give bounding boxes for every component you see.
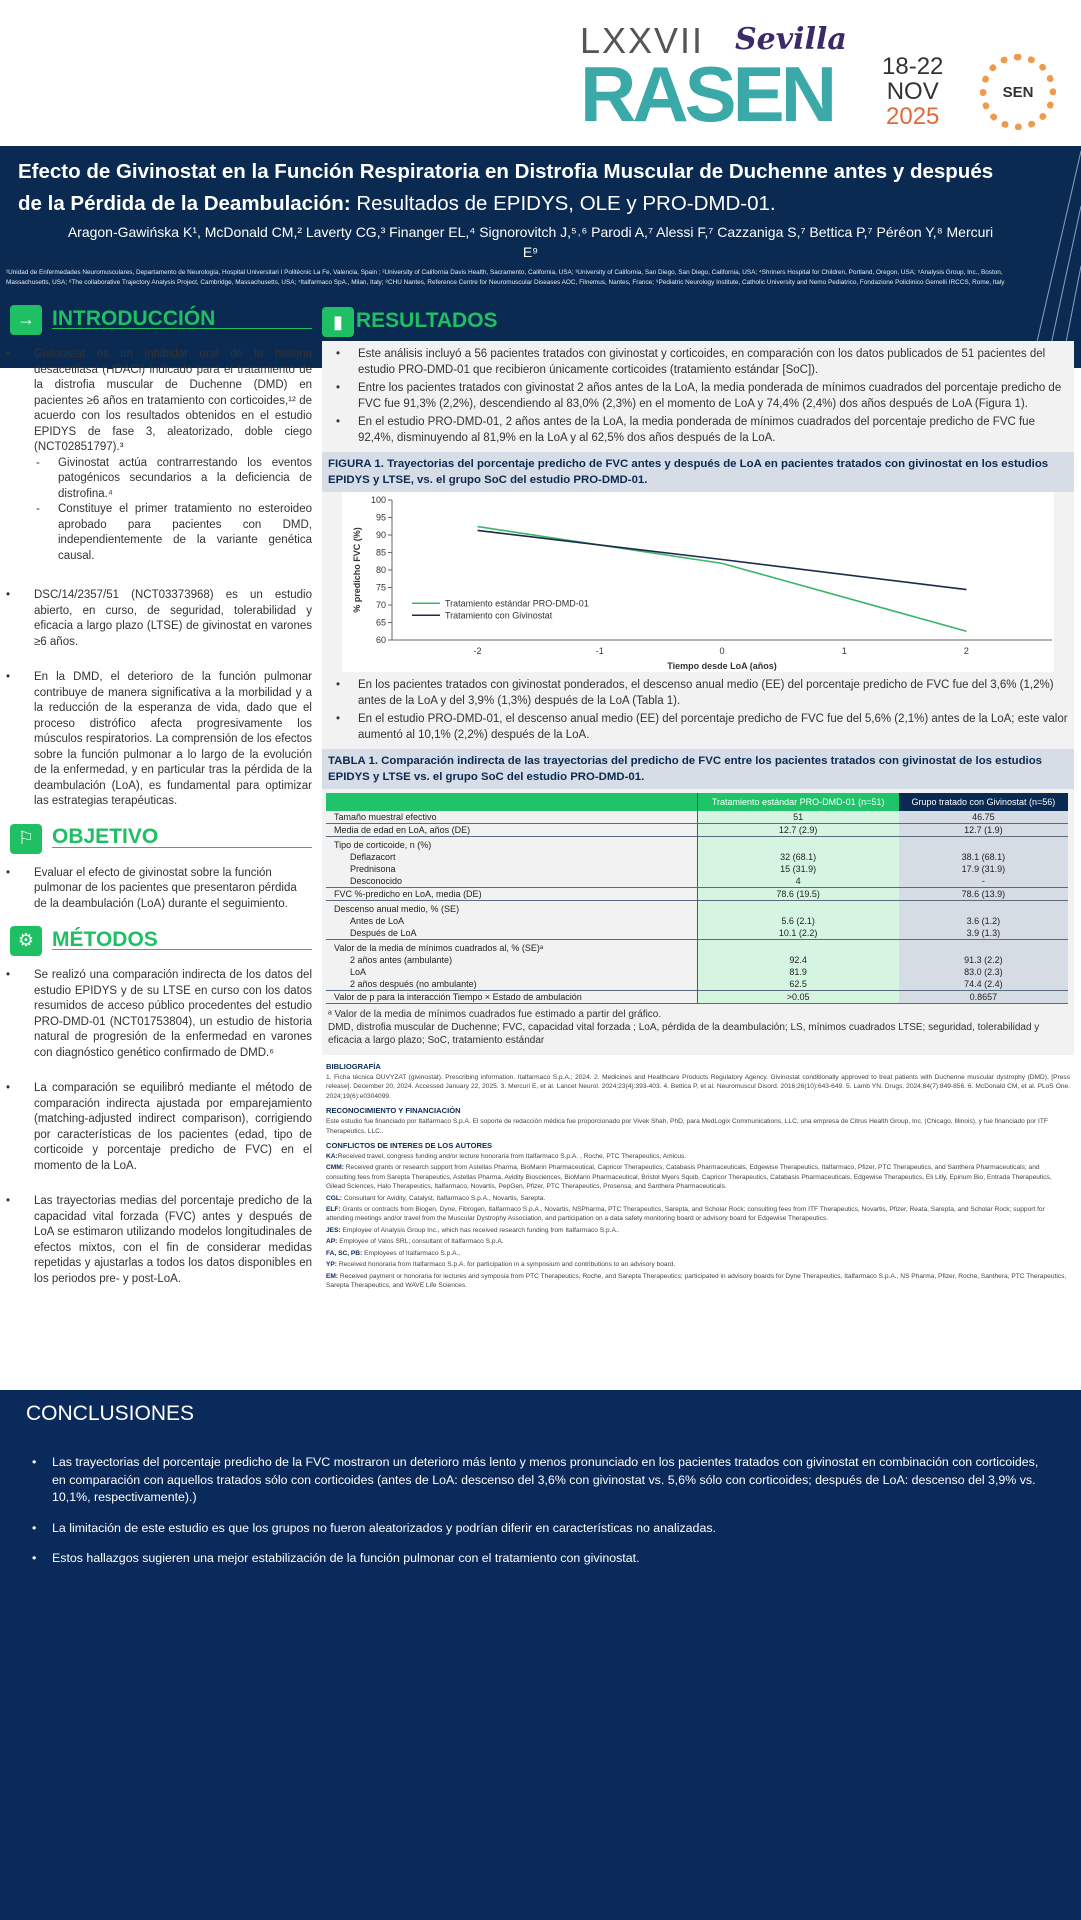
table-cell xyxy=(899,837,1068,852)
table-row xyxy=(326,966,1068,978)
x-tick-label: -2 xyxy=(473,646,482,656)
table-row xyxy=(326,863,1068,875)
x-axis-label: Tiempo desde LoA (años) xyxy=(667,661,777,671)
conflict-item: EM: Received payment or honoraria for lectures and symposia from PTC Therapeutics, Roche, and Sarepta Therapeutics; participated in advisory boards for Dyne Therapeutics, Italfarmaco S.p.A., NS Pharma, Pfizer, Roche, Santhera, PTC Therapeutics, Sarepta Therapeutics, and WAVE Life Sciences. xyxy=(326,1272,1067,1289)
x-tick-label: 2 xyxy=(963,646,969,656)
table-cell: - xyxy=(899,875,1068,888)
table-cell: Valor de p para la interacción Tiempo × Estado de ambulación xyxy=(326,991,697,1004)
list-item: • En el estudio PRO-DMD-01, 2 años antes de la LoA, la media ponderada de mínimos cuadrados del porcentaje predicho de FVC fue 92,4%, disminuyendo al 81,9% en la LoA y al 62,5% dos años después de la LoA. xyxy=(322,415,1074,446)
right-column xyxy=(322,307,1074,1292)
section-heading: OBJETIVO xyxy=(52,829,312,848)
column-header: Grupo tratado con Givinostat (n=56) xyxy=(899,793,1068,811)
conflict-item: CMM: Received grants or research support from Astellas Pharma, BioMarin Pharmaceutical, Capricor Therapeutics, Catabasis Pharmaceuticals, Edgewise Therapeutics, Italfarmaco, Pfizer, PTC Therapeutics, and Santhera Pharmaceuticals; and consulting fees from Sarepta Therapeutics, Astellas Pharma, Avidity Biosciences, BioMarin Pharmaceutical, Bristol Myers Squib, Capricor Therapeutics, Catabasis Pharmaceuticals, Edgewise Therapeutics, Eli Lilly, Epirium Bio, Entrada Therapeutics, Gilead Sciences, Halo Therapeutics, Italfarmaco, Novartis, PepGen, Pfizer, PTC Therapeutics, Prosensa, and Santhera Pharmaceuticals. xyxy=(326,1164,1052,1191)
affiliations: ¹Unidad de Enfermedades Neuromusculares, Departamento de Neurología, Hospital Universitari I Politècnic La Fe, Valencia, Spain ; ²University of California Davis Health, Sacramento, California, USA; ³University of California, San Diego, San Diego, California, USA; ⁴Shriners Hospital for Children, Portland, Oregon, USA; ⁵Analysis Group, Inc., Boston, Massachusetts, USA; ⁶The collaborative Trajectory Analysis Project, Cambridge, Massachusetts, USA; ⁷Italfarmaco SpA., Milan, Italy; ⁸CHU Nantes, Reference Centre for Neuromuscular Diseases AOC, Filnemus, Nantes, France; ⁹Pediatric Neurology Institute, Catholic University and Nemo Pediatrico, Fondazione Policlinico Gemelli IRCCS, Rome, Italy xyxy=(6,269,1005,286)
section-heading: RESULTADOS xyxy=(356,309,498,332)
table-cell: 4 xyxy=(697,875,899,888)
y-tick-label: 80 xyxy=(375,565,386,575)
y-tick-label: 100 xyxy=(370,495,386,505)
y-tick-label: 70 xyxy=(375,600,386,610)
table-cell: Media de edad en LoA, años (DE) xyxy=(326,824,697,837)
list-item: • En la DMD, el deterioro de la función pulmonar contribuye de manera significativa a la morbilidad y a la reducción de la esperanza de vida, dado que el proceso distrófico afecta progresivamente los músculos respiratorios. La comprensión de los efectos sobre la función pulmonar a lo largo de la evolución de la enfermedad, y en particular tras la pérdida de la deambulación (LoA), es fundamental para optimizar las estrategias terapéuticas. xyxy=(0,670,312,810)
list-item: • La comparación se equilibró mediante el método de comparación indirecta ajustada por emparejamiento (matching-adjusted indirect comparison), corrigiendo por características de los pacientes (edad, tipo de corticoide y porcentaje predicho de FVC) en el momento de la LoA. xyxy=(0,1081,312,1174)
table-cell xyxy=(697,837,899,852)
table-cell: 83.0 (2.3) xyxy=(899,966,1068,978)
table-cell: 3.9 (1.3) xyxy=(899,927,1068,940)
table-cell: Descenso anual medio, % (SE) xyxy=(334,904,460,914)
table-row xyxy=(326,811,1068,824)
conflict-item: AP: Employee of Valos SRL; consultant of Italfarmaco S.p.A. xyxy=(326,1238,504,1246)
table-cell: Desconocido xyxy=(326,875,697,888)
table-cell: Deflazacort xyxy=(350,852,396,862)
conflict-item: YP: Received honoraria from Italfarmaco S.p.A. for participation in a symposium and contributions to an advisory board. xyxy=(326,1261,676,1269)
conflicts-list xyxy=(326,1152,1070,1290)
sen-logo: SEN xyxy=(980,54,1056,130)
table-row xyxy=(326,888,1068,901)
table-cell: >0.05 xyxy=(697,991,899,1004)
list-item: • En el estudio PRO-DMD-01, el descenso anual medio (EE) del porcentaje predicho de FVC fue del 5,6% (2,1%) antes de la LoA; este valor aumentó al 10,1% (2,2%) después de la LoA. xyxy=(322,712,1074,743)
table-cell: 2 años antes (ambulante) xyxy=(350,955,453,965)
legend-label: Tratamiento con Givinostat xyxy=(445,610,553,621)
y-tick-label: 90 xyxy=(375,530,386,540)
section-resultados xyxy=(322,307,1074,337)
list-item: • Entre los pacientes tratados con givinostat 2 años antes de la LoA, la media ponderada de mínimos cuadrados del porcentaje predicho de FVC fue 91,3% (2,2%), descendiendo al 83,0% (2,3%) en el momento de LoA y 74,4% (2,4%) dos años después de LoA (Figura 1). xyxy=(322,381,1074,412)
logo-city: Sevilla xyxy=(735,22,847,57)
table-cell: 78.6 (13.9) xyxy=(899,888,1068,901)
table-row xyxy=(326,824,1068,837)
conflict-item: FA, SC, PB: Employees of Italfarmaco S.p.A., xyxy=(326,1249,461,1257)
table-row xyxy=(326,915,1068,927)
y-axis-label: % predicho FVC (%) xyxy=(352,527,362,613)
table-cell: Tamaño muestral efectivo xyxy=(326,811,697,824)
table-cell: 2 años después (no ambulante) xyxy=(326,978,697,991)
table-cell: 12.7 (1.9) xyxy=(899,824,1068,837)
figure-caption: FIGURA 1. Trayectorias del porcentaje predicho de FVC antes y después de LoA en pacientes tratados con givinostat en los estudios EPIDYS y LTSE, vs. el grupo SoC del estudio PRO-DMD-01. xyxy=(322,452,1074,492)
table-row xyxy=(326,954,1068,966)
table-cell: 74.4 (2.4) xyxy=(899,978,1068,991)
table-caption: TABLA 1. Comparación indirecta de las trayectorias del predicho de FVC entre los pacientes tratados con givinostat de los estudios EPIDYS y LTSE vs. el grupo SoC del estudio PRO-DMD-01. xyxy=(322,749,1074,789)
chart-background xyxy=(342,492,1054,672)
table-cell: Valor de la media de mínimos cuadrados al, % (SE)ᵃ xyxy=(334,943,544,953)
column-header: Tratamiento estándar PRO-DMD-01 (n=51) xyxy=(697,793,899,811)
table-cell: 46.75 xyxy=(899,811,1068,824)
table-cell: 3.6 (1.2) xyxy=(899,915,1068,927)
table-cell: 15 (31.9) xyxy=(697,863,899,875)
table-cell: FVC %-predicho en LoA, media (DE) xyxy=(326,888,697,901)
table-cell: 10.1 (2.2) xyxy=(697,927,899,940)
left-column xyxy=(10,305,312,1301)
table-cell: 91.3 (2.2) xyxy=(899,954,1068,966)
section-metodos xyxy=(10,926,312,956)
table-cell: LoA xyxy=(350,967,367,977)
table-cell: 78.6 (19.5) xyxy=(697,888,899,901)
arrow-right-icon: → xyxy=(10,305,42,335)
table-cell: Tipo de corticoide, n (%) xyxy=(334,840,432,850)
y-tick-label: 60 xyxy=(375,635,386,645)
table-row xyxy=(326,927,1068,940)
poster-title: Efecto de Givinostat en la Función Respiratoria en Distrofia Muscular de Duchenne antes y después de la Pérdida de la Deambulación: Resultados de EPIDYS, OLE y PRO-DMD-01. xyxy=(18,160,994,215)
fvc-line-chart xyxy=(322,492,1074,676)
table-cell: 32 (68.1) xyxy=(697,851,899,863)
logo-name: RASEN xyxy=(580,50,834,138)
authors: Aragon-Gawińska K¹, McDonald CM,² Laverty CG,³ Finanger EL,⁴ Signorovitch J,⁵˒⁶ Parodi A,⁷ Alessi F,⁷ Cazzaniga S,⁷ Bettica P,⁷ Péréon Y,⁸ Mercuri E⁹ xyxy=(67,224,994,260)
table-cell: 38.1 (68.1) xyxy=(899,851,1068,863)
section-heading: CONCLUSIONES xyxy=(26,1402,195,1425)
section-heading: MÉTODOS xyxy=(52,932,312,951)
x-tick-label: 1 xyxy=(841,646,847,656)
table-cell: Después de LoA xyxy=(326,927,697,940)
y-tick-label: 85 xyxy=(375,547,386,558)
gear-icon: ⚙ xyxy=(10,926,42,956)
logo-dates: 18-22 NOV 2025 xyxy=(882,53,944,130)
x-tick-label: -1 xyxy=(595,646,604,656)
table-cell: 17.9 (31.9) xyxy=(899,863,1068,875)
funding-heading: RECONOCIMIENTO Y FINANCIACIÓN xyxy=(326,1106,461,1116)
table-row xyxy=(326,875,1068,888)
table-cell: 92.4 xyxy=(697,954,899,966)
comparison-table xyxy=(326,793,1068,1004)
table-row xyxy=(326,851,1068,863)
y-tick-label: 75 xyxy=(375,582,386,593)
table-cell: Prednisona xyxy=(350,864,396,874)
table-cell xyxy=(899,940,1068,955)
list-item: • En los pacientes tratados con givinostat ponderados, el descenso anual medio (EE) del porcentaje predicho de FVC fue del 3,6% (1,2%) antes de la LoA y del 3,9% (1,3%) después de la LoA (Tabla 1). xyxy=(322,678,1074,709)
y-tick-label: 65 xyxy=(375,617,386,628)
list-item: • DSC/14/2357/51 (NCT03373968) es un estudio abierto, en curso, de seguridad, tolerabilidad y eficacia a largo plazo (LTSE) de givinostat en varones ≥6 años. xyxy=(0,588,312,650)
conflict-item: JES: Employee of Analysis Group Inc., which has received research funding from Italfarmaco S.p.A.. xyxy=(326,1226,620,1234)
table-row xyxy=(326,901,1068,916)
conflicts-heading: CONFLICTOS DE INTERES DE LOS AUTORES xyxy=(326,1141,493,1151)
logo-roman: LXXVII xyxy=(580,20,705,61)
list-item: • Las trayectorias medias del porcentaje predicho de la capacidad vital forzada (FVC) antes y después de LoA se estimaron utilizando modelos longitudinales de efectos mixtos, con el fin de considerar medidas repetidas y ajustarlas a todos los datos disponibles en los periodos pre- y post-LoA. xyxy=(0,1194,312,1287)
section-objetivo xyxy=(10,824,312,854)
results-panel xyxy=(322,341,1074,1055)
table-cell xyxy=(697,901,899,916)
list-item: • Givinostat es un inhibidor oral de la histona desacetilasa (HDACi) indicado para el tratamiento de la distrofia muscular de Duchenne (DMD) en pacientes ≥6 años en tratamiento con corticoides,¹² de acuerdo con los resultados obtenidos en el estudio EPIDYS de fase 3, aleatorizado, doble ciego (NCT02851797).³ - Givinostat actúa contrarrestando los eventos patogénicos secundarios a la deficiencia de distrofina.⁴ - Constituye el primer tratamiento no esteroideo aprobado para pacientes con DMD, independientemente de la variante genética causal. xyxy=(0,347,312,564)
bar-chart-icon: ▮ xyxy=(322,307,354,337)
list-item: • Evaluar el efecto de givinostat sobre la función pulmonar de los pacientes que presentaron pérdida de la deambulación (LoA) durante el seguimiento. xyxy=(0,866,312,913)
table-cell: 81.9 xyxy=(697,966,899,978)
table-row xyxy=(326,991,1068,1004)
references-block xyxy=(322,1055,1074,1290)
section-heading: INTRODUCCIÓN xyxy=(52,311,312,330)
x-tick-label: 0 xyxy=(719,646,725,656)
table-cell: 0.8657 xyxy=(899,991,1068,1004)
conflict-item: CGL: Consultant for Avidity, Catalyst, Italfarmaco S.p.A., Novartis, Sarepta. xyxy=(326,1194,546,1202)
list-item: • Se realizó una comparación indirecta de los datos del estudio EPIDYS y de su LTSE en curso con los datos resumidos de acceso público procedentes del estudio PRO-DMD-01 (NCT01753804), un estudio de historia natural de progresión de la enfermedad en varones con diagnóstico genético confirmado de DMD.⁶ xyxy=(0,968,312,1061)
list-item: • Este análisis incluyó a 56 pacientes tratados con givinostat y corticoides, en comparación con los datos publicados de 51 pacientes del estudio PRO-DMD-01 que recibieron únicamente corticoides (tratamiento estándar [SoC]). xyxy=(322,347,1074,378)
congress-logo xyxy=(580,20,1060,138)
list-item: • Estos hallazgos sugieren una mejor estabilización de la función pulmonar con el tratamiento con givinostat. xyxy=(32,1550,1051,1568)
table-row xyxy=(326,837,1068,852)
legend-label: Tratamiento estándar PRO-DMD-01 xyxy=(445,598,589,609)
biblio-heading: BIBLIOGRAFÍA xyxy=(326,1062,381,1071)
table-row xyxy=(326,978,1068,991)
funding-text: Este estudio fue financiado por Italfarmaco S.p.A. El soporte de redacción médica fue proporcionado por Vivek Shah, PhD, para MedLogix Communications, LLC, una empresa de Citrus Health Group, Inc. (Chicago, Illinois), y fue financiado por ITF Therapeutics, LLC.. xyxy=(326,1118,1048,1135)
table-cell xyxy=(697,940,899,955)
section-introduccion xyxy=(10,305,312,335)
biblio-text: 1. Ficha técnica DUVYZAT (givinostat). Prescribing information. Italfarmaco S.p.A.; 2024. 2. Medicines and Healthcare Products Regulatory Agency. Givinostat conditionally approved to treat patients with Duchenne muscular dystrophy (DMD). [Press release]. December 20, 2024. Accessed January 22, 2025. 3. Mercuri E, et al. Lancet Neurol. 2024;23(4):393-403. 4. Bettica P, et al. Neuromuscul Disord. 2016;26(10):643-649. 5. Lamb YN. Drugs. 2024;84(7):849-856. 6. McDonald CM, et al. PLoS One. 2024;19(6):e0304099. xyxy=(326,1074,1070,1100)
conclusions-section xyxy=(0,1390,1081,1920)
table-cell: 62.5 xyxy=(697,978,899,991)
table-cell xyxy=(899,901,1068,916)
y-tick-label: 95 xyxy=(375,512,386,523)
table-row xyxy=(326,940,1068,955)
flag-icon: ⚐ xyxy=(10,824,42,854)
list-item: • La limitación de este estudio es que los grupos no fueron aleatorizados y podrían diferir en características no analizadas. xyxy=(32,1520,1051,1538)
conflict-item: ELF: Grants or contracts from Biogen, Dyne, Fibrogen, Italfarmaco S.p.A., Novartis, NSPharma, PTC Therapeutics, Sarepta, and Scholar Rock; consulting fees from ITF Therapeutics, Novartis, Pfizer, Reata, Sarepta, and Scholar Rock; support for attending meetings and/or travel from the Muscular Dystrophy Association, and participation on a data safety monitoring board or advisory board for Edgewise Therapeutics. xyxy=(326,1206,1045,1223)
table-notes: ᵃ Valor de la media de mínimos cuadrados fue estimado a partir del gráfico. DMD, distrofia muscular de Duchenne; FVC, capacidad vital forzada ; LoA, pérdida de la deambulación; LS, mínimos cuadrados LTSE; seguridad, tolerabilidad y eficacia a largo plazo; SoC, tratamiento estándar xyxy=(328,1009,1040,1046)
table-cell: 12.7 (2.9) xyxy=(697,824,899,837)
sub-item: - Givinostat actúa contrarrestando los eventos patogénicos secundarios a la deficiencia de distrofina.⁴ xyxy=(0,456,312,503)
sub-item: - Constituye el primer tratamiento no esteroideo aprobado para pacientes con DMD, independientemente de la variante genética causal. xyxy=(0,502,312,564)
table-cell: 5.6 (2.1) xyxy=(697,915,899,927)
table-cell: Antes de LoA xyxy=(350,916,405,926)
list-item: • Las trayectorias del porcentaje predicho de la FVC mostraron un deterioro más lento y menos pronunciado en los pacientes tratados con givinostat en combinación con corticoides, en comparación con aquellos tratados sólo con corticoides (antes de LoA: descenso del 3,6% con givinostat vs. 5,6% sólo con corticoides; después de LoA: descenso del 3,9% vs. 10,1%, respectivamente).) xyxy=(32,1454,1051,1507)
conflict-item: KA:Received travel, congress funding and/or lecture honoraria from Italfarmaco S.p.A. , Roche, PTC Therapeutics, Amicus. xyxy=(326,1153,687,1161)
table-cell: 51 xyxy=(697,811,899,824)
